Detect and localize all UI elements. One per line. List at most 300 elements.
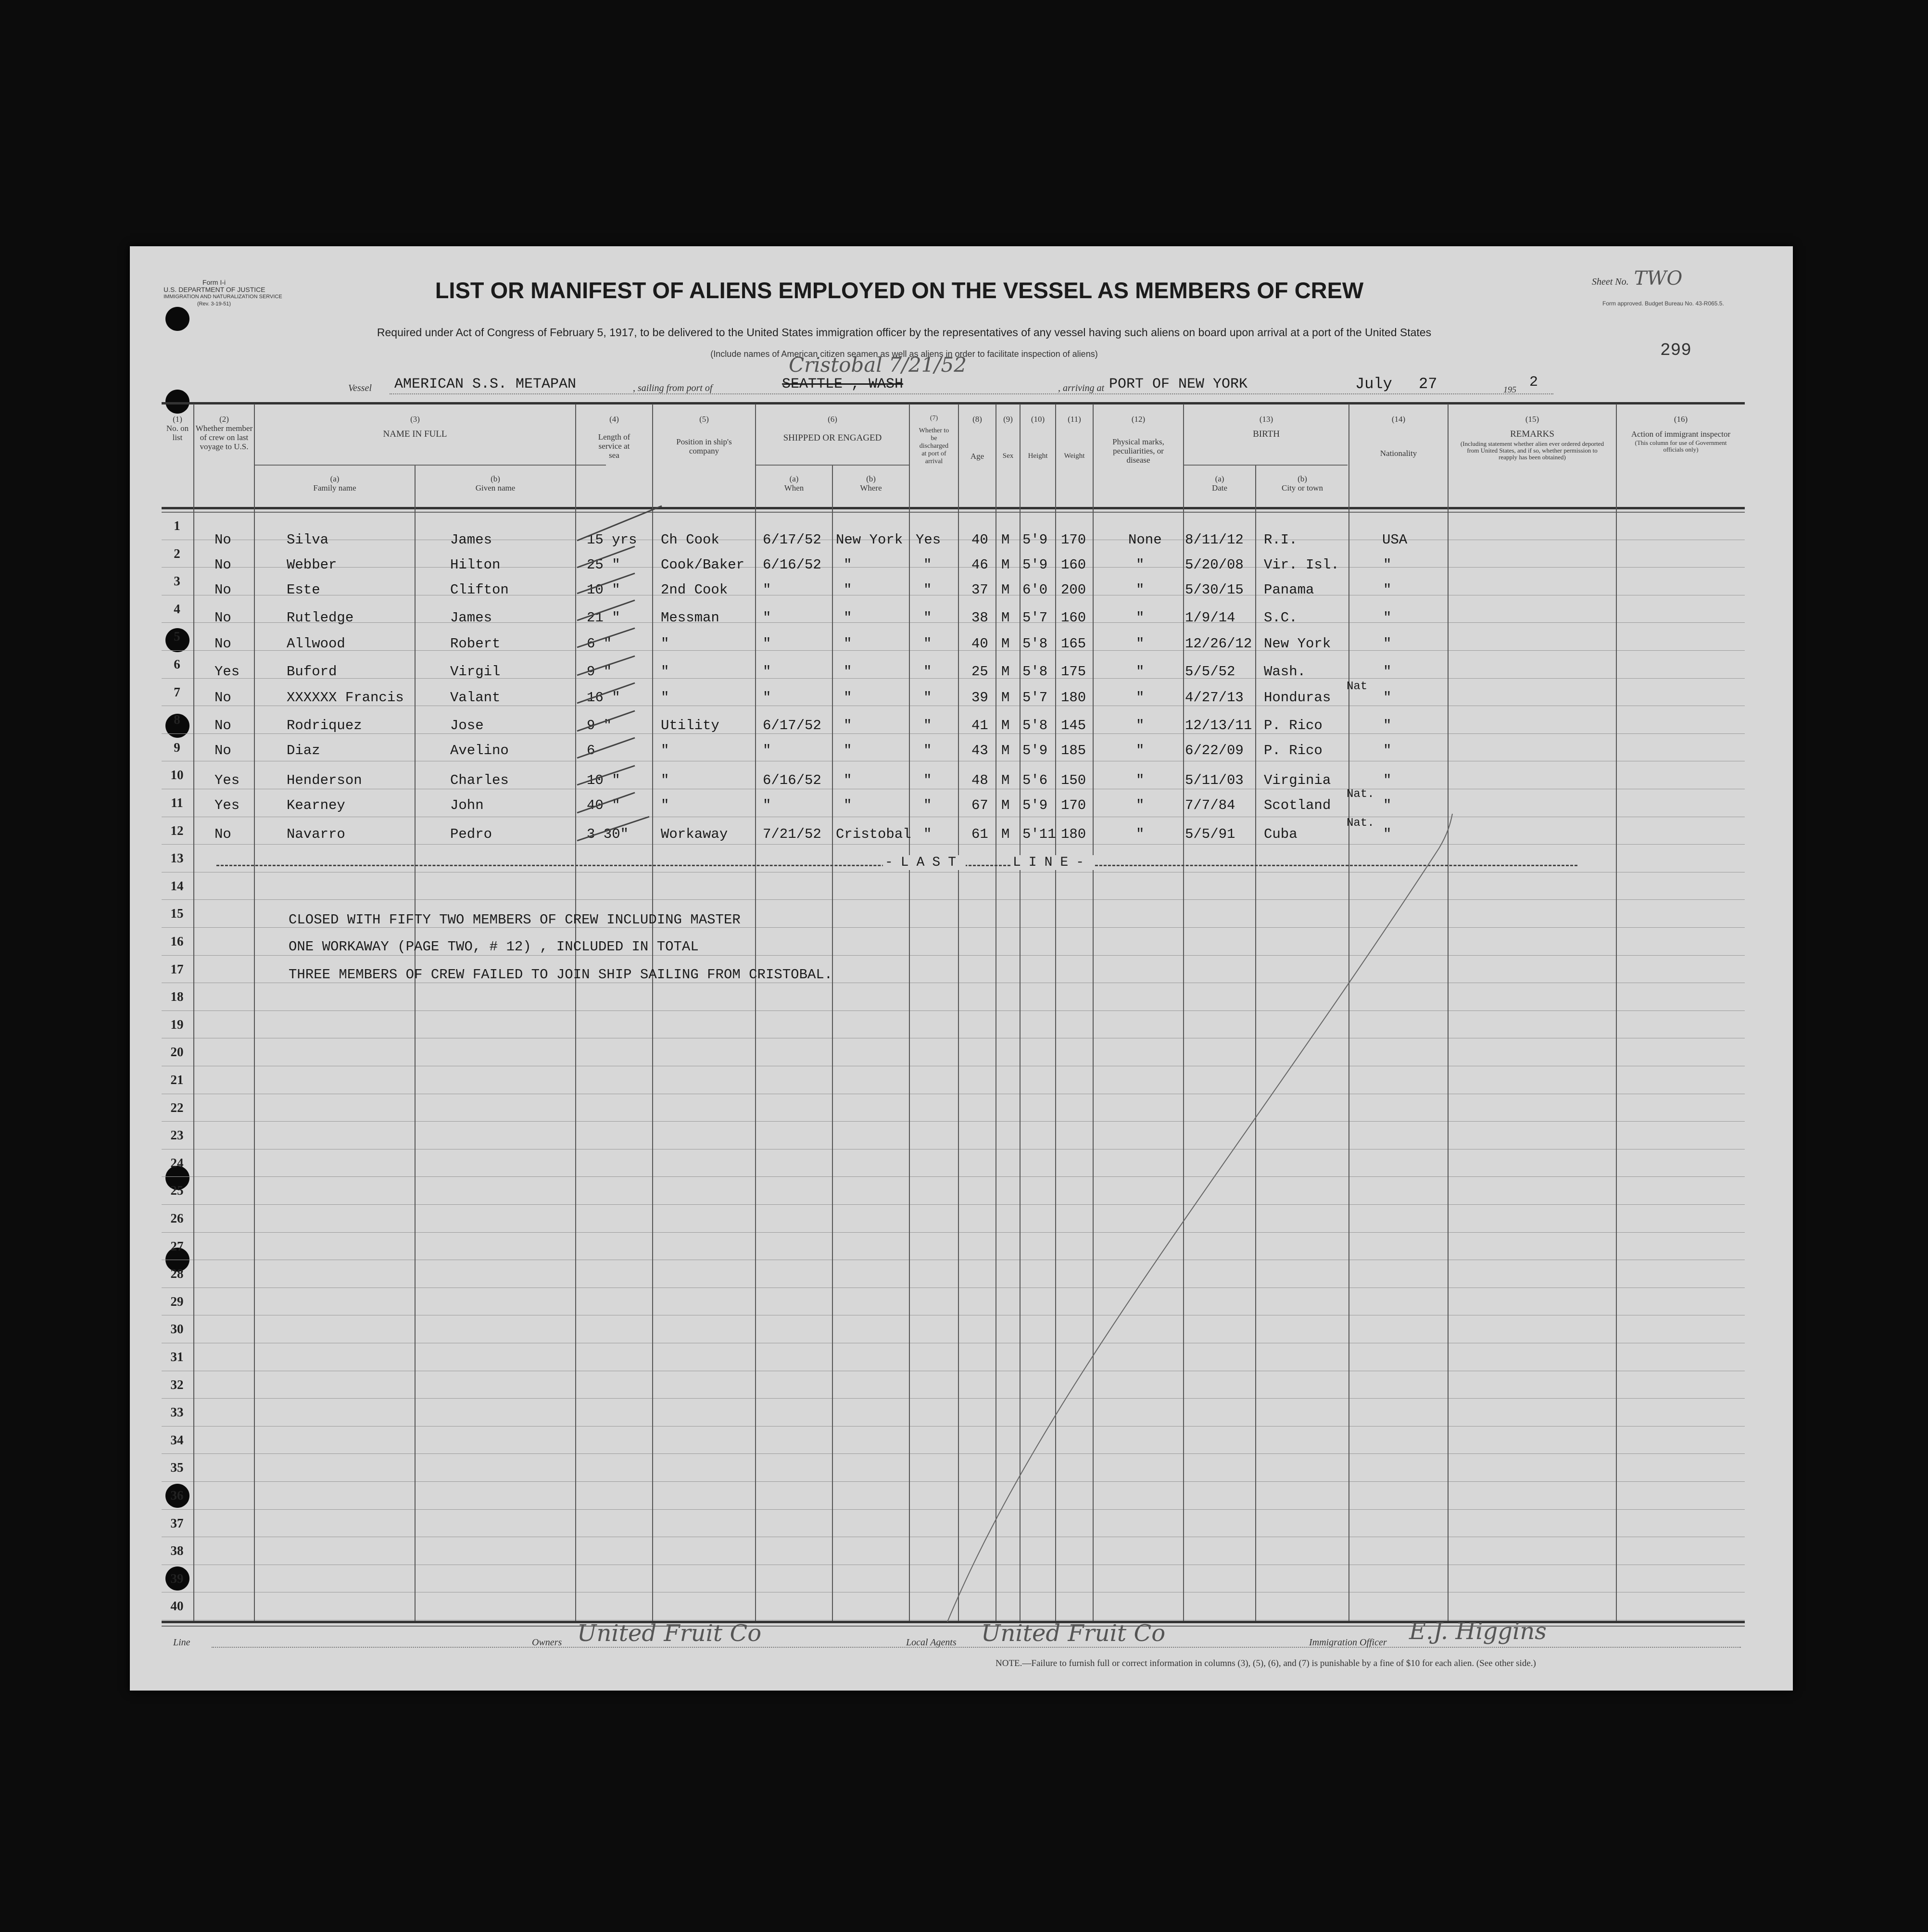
last-voyage-cell: Yes — [214, 797, 240, 813]
pen-marks — [130, 246, 1793, 1691]
position-cell: Workaway — [661, 826, 728, 842]
service-strike — [577, 628, 635, 647]
weight-cell: 180 — [1061, 690, 1086, 706]
weight-cell: 165 — [1061, 636, 1086, 652]
service-cell: 9 " — [587, 718, 612, 733]
sex-cell: M — [1001, 797, 1010, 813]
given-name-cell: Charles — [450, 772, 509, 788]
age-cell: 40 — [971, 636, 988, 652]
birth-date-cell: 12/13/11 — [1185, 718, 1252, 733]
nationality-cell: " — [1383, 557, 1392, 573]
birth-date-cell: 8/11/12 — [1185, 532, 1244, 548]
row-number: 22 — [170, 1100, 184, 1115]
last-voyage-cell: No — [214, 826, 231, 842]
last-voyage-cell: No — [214, 690, 231, 706]
height-cell: 5'8 — [1022, 718, 1048, 733]
col-14-header: (14) Nationality — [1380, 415, 1417, 458]
row-number: 11 — [171, 796, 183, 810]
shipped-when-cell: 7/21/52 — [763, 826, 821, 842]
given-name-cell: Avelino — [450, 743, 509, 758]
col-6b-header: (b) Where — [860, 474, 882, 492]
family-name-cell: Henderson — [287, 772, 362, 788]
shipped-when-cell: " — [763, 743, 771, 758]
height-cell: 5'9 — [1022, 557, 1048, 573]
position-cell: " — [661, 690, 669, 706]
owners-value: United Fruit Co — [577, 1620, 762, 1647]
discharged-cell: Yes — [916, 532, 941, 548]
birth-place-cell: Cuba — [1264, 826, 1298, 842]
row-number: 28 — [170, 1266, 184, 1281]
closing-note: CLOSED WITH FIFTY TWO MEMBERS OF CREW INCLUDING MASTER — [289, 912, 741, 928]
shipped-where-cell: " — [844, 582, 852, 598]
service-cell: 3 30" — [587, 826, 629, 842]
birth-date-cell: 12/26/12 — [1185, 636, 1252, 652]
nationality-cell: " — [1383, 664, 1392, 680]
sex-cell: M — [1001, 532, 1010, 548]
birth-place-cell: Vir. Isl. — [1264, 557, 1339, 573]
service-cell: 40 " — [587, 797, 620, 813]
marks-cell: " — [1136, 826, 1145, 842]
last-voyage-cell: Yes — [214, 664, 240, 680]
shipped-where-cell: " — [844, 664, 852, 680]
row-number: 30 — [170, 1322, 184, 1337]
row-number: 33 — [170, 1405, 184, 1420]
shipped-where-cell: " — [844, 772, 852, 788]
marks-cell: " — [1136, 610, 1145, 626]
col-5-header: (5) Position in ship's company — [676, 415, 732, 455]
position-cell: Ch Cook — [661, 532, 719, 548]
position-cell: Messman — [661, 610, 719, 626]
row-number: 8 — [174, 712, 180, 727]
row-number: 7 — [174, 684, 180, 699]
service-cell: 6 — [587, 743, 595, 758]
service-strike — [577, 600, 635, 620]
height-cell: 5'8 — [1022, 664, 1048, 680]
discharged-cell: " — [923, 743, 932, 758]
col-13b-header: (b) City or town — [1282, 474, 1323, 492]
row-number: 23 — [170, 1128, 184, 1143]
page-title: LIST OR MANIFEST OF ALIENS EMPLOYED ON THE VESSEL AS MEMBERS OF CREW — [435, 278, 1364, 303]
sex-cell: M — [1001, 743, 1010, 758]
given-name-cell: John — [450, 797, 484, 813]
sex-cell: M — [1001, 557, 1010, 573]
row-number: 4 — [174, 601, 180, 616]
sex-cell: M — [1001, 690, 1010, 706]
age-cell: 37 — [971, 582, 988, 598]
height-cell: 5'7 — [1022, 690, 1048, 706]
revision: (Rev. 3-19-51) — [197, 301, 231, 307]
shipped-when-cell: 6/16/52 — [763, 557, 821, 573]
birth-place-cell: Panama — [1264, 582, 1314, 598]
row-number: 5 — [174, 629, 180, 644]
naturalized-note: Nat. — [1347, 817, 1374, 830]
sheet-label: Sheet No. — [1592, 277, 1629, 287]
col-3b-header: (b) Given name — [475, 474, 516, 492]
height-cell: 5'9 — [1022, 797, 1048, 813]
birth-place-cell: New York — [1264, 636, 1331, 652]
service-cell: 10 " — [587, 772, 620, 788]
col-16-header: (16) Action of immigrant inspector (This column for use of Government officials only) — [1631, 415, 1731, 453]
shipped-when-cell: " — [763, 797, 771, 813]
discharged-cell: " — [923, 664, 932, 680]
col-12-header: (12) Physical marks, peculiarities, or disease — [1112, 415, 1164, 465]
nationality-cell: " — [1383, 797, 1392, 813]
row-number: 34 — [170, 1432, 184, 1447]
subtitle: Required under Act of Congress of February 5, 1917, to be delivered to the United States immigration officer by the representatives of any vessel having such aliens on board upon arrival at a port of the United States — [377, 326, 1432, 339]
height-cell: 5'7 — [1022, 610, 1048, 626]
given-name-cell: Robert — [450, 636, 501, 652]
nationality-cell: " — [1383, 743, 1392, 758]
age-cell: 25 — [971, 664, 988, 680]
height-cell: 5'9 — [1022, 532, 1048, 548]
service-strike — [577, 506, 662, 541]
row-number: 31 — [170, 1350, 184, 1364]
department: U.S. DEPARTMENT OF JUSTICE — [164, 286, 265, 293]
birth-place-cell: Scotland — [1264, 797, 1331, 813]
marks-cell: " — [1136, 664, 1145, 680]
last-voyage-cell: No — [214, 532, 231, 548]
position-cell: 2nd Cook — [661, 582, 728, 598]
birth-place-cell: Virginia — [1264, 772, 1331, 788]
officer-signature: E.J. Higgins — [1409, 1618, 1547, 1645]
last-line-left: -LAST — [883, 855, 966, 870]
arriving-label: , arriving at — [1058, 383, 1105, 393]
age-cell: 48 — [971, 772, 988, 788]
last-voyage-cell: No — [214, 718, 231, 733]
family-name-cell: Rodriquez — [287, 718, 362, 733]
service: IMMIGRATION AND NATURALIZATION SERVICE — [164, 294, 282, 300]
col-11-header: (11) Weight — [1064, 415, 1085, 460]
weight-cell: 160 — [1061, 557, 1086, 573]
shipped-when-cell: " — [763, 610, 771, 626]
arrival-day: 27 — [1419, 375, 1437, 393]
naturalized-note: Nat — [1347, 680, 1368, 693]
shipped-when-cell: " — [763, 690, 771, 706]
birth-place-cell: P. Rico — [1264, 743, 1323, 758]
service-strike — [577, 738, 635, 758]
last-voyage-cell: No — [214, 636, 231, 652]
height-cell: 5'9 — [1022, 743, 1048, 758]
last-line-right: LINE- — [1011, 855, 1094, 870]
year-prefix: 195 — [1503, 385, 1516, 394]
shipped-where-cell: " — [844, 690, 852, 706]
service-cell: 6 " — [587, 636, 612, 652]
birth-date-cell: 1/9/14 — [1185, 610, 1235, 626]
service-cell: 16 " — [587, 690, 620, 706]
shipped-where-cell: " — [844, 557, 852, 573]
discharged-cell: " — [923, 690, 932, 706]
given-name-cell: James — [450, 532, 492, 548]
arrival-month: July — [1355, 375, 1392, 393]
row-number: 12 — [170, 823, 184, 838]
shipped-where-cell: Cristobal — [836, 826, 911, 842]
age-cell: 67 — [971, 797, 988, 813]
birth-place-cell: Honduras — [1264, 690, 1331, 706]
service-strike — [577, 766, 635, 785]
col-15-header: (15) REMARKS (Including statement whether alien ever ordered deported from United States, and if so, whether permission to reapply has been obtained) — [1460, 415, 1604, 461]
height-cell: 6'0 — [1022, 582, 1048, 598]
weight-cell: 145 — [1061, 718, 1086, 733]
birth-date-cell: 4/27/13 — [1185, 690, 1244, 706]
nationality-cell: USA — [1382, 532, 1408, 548]
weight-cell: 185 — [1061, 743, 1086, 758]
closing-note: ONE WORKAWAY (PAGE TWO, # 12) , INCLUDED IN TOTAL — [289, 939, 699, 955]
col-8-header: (8) Age — [970, 415, 984, 461]
marks-cell: " — [1136, 557, 1145, 573]
marks-cell: None — [1128, 532, 1162, 548]
age-cell: 43 — [971, 743, 988, 758]
position-cell: " — [661, 664, 669, 680]
discharged-cell: " — [923, 636, 932, 652]
service-cell: 15 yrs — [587, 532, 637, 548]
officer-label: Immigration Officer — [1309, 1637, 1387, 1648]
row-number: 40 — [170, 1599, 184, 1614]
family-name-cell: Buford — [287, 664, 337, 680]
shipped-when-cell: " — [763, 664, 771, 680]
marks-cell: " — [1136, 772, 1145, 788]
sheet-value: TWO — [1634, 267, 1683, 290]
family-name-cell: Silva — [287, 532, 329, 548]
row-number: 27 — [170, 1238, 184, 1253]
shipped-when-cell: 6/17/52 — [763, 532, 821, 548]
birth-date-cell: 7/7/84 — [1185, 797, 1235, 813]
row-number: 18 — [170, 989, 184, 1004]
col-13-header: (13) BIRTH — [1253, 415, 1280, 439]
height-cell: 5'6 — [1022, 772, 1048, 788]
position-cell: Utility — [661, 718, 719, 733]
marks-cell: " — [1136, 743, 1145, 758]
family-name-cell: Rutledge — [287, 610, 354, 626]
row-number: 21 — [170, 1073, 184, 1087]
given-name-cell: Virgil — [450, 664, 501, 680]
vessel-name: AMERICAN S.S. METAPAN — [394, 376, 577, 392]
family-name-cell: XXXXXX Francis — [287, 690, 404, 706]
service-strike — [577, 683, 635, 703]
service-cell: 21 " — [587, 610, 620, 626]
service-strike — [577, 817, 649, 841]
family-name-cell: Kearney — [287, 797, 345, 813]
agents-label: Local Agents — [906, 1637, 957, 1648]
service-strike — [577, 573, 635, 593]
marks-cell: " — [1136, 690, 1145, 706]
nationality-cell: " — [1383, 772, 1392, 788]
col-1-header: (1) No. on list — [166, 415, 189, 442]
closing-note: THREE MEMBERS OF CREW FAILED TO JOIN SHIP SAILING FROM CRISTOBAL. — [289, 967, 833, 983]
naturalized-note: Nat. — [1347, 788, 1374, 801]
discharged-cell: " — [923, 718, 932, 733]
row-number: 6 — [174, 657, 180, 671]
page-stamp: 299 — [1660, 341, 1691, 360]
col-6-header: (6) SHIPPED OR ENGAGED — [783, 415, 882, 443]
weight-cell: 160 — [1061, 610, 1086, 626]
year-suffix: 2 — [1529, 374, 1538, 391]
service-strike — [577, 546, 635, 568]
row-number: 26 — [170, 1211, 184, 1225]
form-approval: Form approved. Budget Bureau No. 43-R065.5. — [1602, 300, 1724, 307]
age-cell: 39 — [971, 690, 988, 706]
birth-date-cell: 5/20/08 — [1185, 557, 1244, 573]
discharged-cell: " — [923, 797, 932, 813]
service-strike — [577, 711, 635, 731]
shipped-when-cell: 6/16/52 — [763, 772, 821, 788]
nationality-cell: " — [1383, 718, 1392, 733]
col-4-header: (4) Length of service at sea — [598, 415, 630, 460]
service-cell: 25 " — [587, 557, 620, 573]
service-strike — [577, 793, 635, 813]
marks-cell: " — [1136, 718, 1145, 733]
shipped-where-cell: " — [844, 718, 852, 733]
given-name-cell: Clifton — [450, 582, 509, 598]
row-number: 36 — [170, 1488, 184, 1503]
birth-place-cell: R.I. — [1264, 532, 1298, 548]
shipped-when-cell: " — [763, 636, 771, 652]
shipped-where-cell: " — [844, 610, 852, 626]
family-name-cell: Diaz — [287, 743, 320, 758]
weight-cell: 180 — [1061, 826, 1086, 842]
row-number: 38 — [170, 1543, 184, 1558]
last-voyage-cell: No — [214, 582, 231, 598]
age-cell: 61 — [971, 826, 988, 842]
age-cell: 46 — [971, 557, 988, 573]
weight-cell: 170 — [1061, 532, 1086, 548]
sex-cell: M — [1001, 636, 1010, 652]
birth-date-cell: 6/22/09 — [1185, 743, 1244, 758]
last-voyage-cell: No — [214, 557, 231, 573]
row-number: 15 — [170, 906, 184, 921]
row-number: 19 — [170, 1017, 184, 1032]
col-13a-header: (a) Date — [1211, 474, 1228, 492]
row-number: 25 — [170, 1183, 184, 1198]
shipped-where-cell: " — [844, 797, 852, 813]
given-name-cell: Pedro — [450, 826, 492, 842]
row-number: 35 — [170, 1460, 184, 1475]
age-cell: 38 — [971, 610, 988, 626]
sex-cell: M — [1001, 664, 1010, 680]
col-10-header: (10) Height — [1028, 415, 1048, 460]
sex-cell: M — [1001, 610, 1010, 626]
sex-cell: M — [1001, 718, 1010, 733]
discharged-cell: " — [923, 772, 932, 788]
col-3a-header: (a) Family name — [313, 474, 356, 492]
position-cell: Cook/Baker — [661, 557, 745, 573]
row-number: 9 — [174, 740, 180, 755]
row-number: 29 — [170, 1294, 184, 1309]
service-cell: 10 " — [587, 582, 620, 598]
given-name-cell: James — [450, 610, 492, 626]
family-name-cell: Webber — [287, 557, 337, 573]
nationality-cell: " — [1383, 610, 1392, 626]
shipped-when-cell: " — [763, 582, 771, 598]
form-number: Form I-i — [202, 278, 226, 286]
sex-cell: M — [1001, 772, 1010, 788]
subnote: (Include names of American citizen seamen as well as aliens in order to facilitate inspection of aliens) — [710, 349, 1098, 359]
weight-cell: 200 — [1061, 582, 1086, 598]
footer-line-label: Line — [173, 1637, 190, 1648]
row-number: 1 — [174, 518, 180, 533]
given-name-cell: Valant — [450, 690, 501, 706]
row-number: 17 — [170, 961, 184, 976]
age-cell: 40 — [971, 532, 988, 548]
birth-date-cell: 5/5/52 — [1185, 664, 1235, 680]
sex-cell: M — [1001, 826, 1010, 842]
row-number: 3 — [174, 574, 180, 589]
family-name-cell: Allwood — [287, 636, 345, 652]
family-name-cell: Navarro — [287, 826, 345, 842]
sex-cell: M — [1001, 582, 1010, 598]
position-cell: " — [661, 772, 669, 788]
sailing-correction: Cristobal 7/21/52 — [789, 353, 967, 377]
vessel-label: Vessel — [348, 383, 372, 393]
shipped-where-cell: " — [844, 743, 852, 758]
discharged-cell: " — [923, 826, 932, 842]
row-number: 32 — [170, 1377, 184, 1392]
footer-rule — [212, 1647, 1741, 1648]
discharged-cell: " — [923, 582, 932, 598]
cancellation-line — [947, 814, 1452, 1622]
marks-cell: " — [1136, 797, 1145, 813]
shipped-when-cell: 6/17/52 — [763, 718, 821, 733]
position-cell: " — [661, 797, 669, 813]
nationality-cell: " — [1383, 690, 1392, 706]
weight-cell: 170 — [1061, 797, 1086, 813]
discharged-cell: " — [923, 557, 932, 573]
nationality-cell: " — [1383, 582, 1392, 598]
row-number: 16 — [170, 934, 184, 948]
manifest-sheet — [130, 246, 1793, 1691]
row-number: 10 — [170, 768, 184, 783]
marks-cell: " — [1136, 582, 1145, 598]
row-number: 14 — [170, 878, 184, 893]
last-voyage-cell: No — [214, 743, 231, 758]
marks-cell: " — [1136, 636, 1145, 652]
given-name-cell: Jose — [450, 718, 484, 733]
sailing-label: , sailing from port of — [633, 383, 713, 393]
row-number: 2 — [174, 546, 180, 561]
nationality-cell: " — [1383, 636, 1392, 652]
height-cell: 5'8 — [1022, 636, 1048, 652]
last-voyage-cell: Yes — [214, 772, 240, 788]
birth-place-cell: S.C. — [1264, 610, 1298, 626]
row-number: 13 — [170, 851, 184, 866]
shipped-where-cell: New York — [836, 532, 903, 548]
row-number: 37 — [170, 1515, 184, 1530]
service-cell: 9 " — [587, 664, 612, 680]
birth-place-cell: Wash. — [1264, 664, 1306, 680]
nationality-cell: " — [1383, 826, 1392, 842]
height-cell: 5'11 — [1022, 826, 1056, 842]
shipped-where-cell: " — [844, 636, 852, 652]
footer-note: NOTE.—Failure to furnish full or correct information in columns (3), (5), (6), and (7) is punishable by a fine of $10 for each alien. (See other side.) — [996, 1658, 1536, 1668]
birth-date-cell: 5/30/15 — [1185, 582, 1244, 598]
position-cell: " — [661, 636, 669, 652]
owners-label: Owners — [532, 1637, 562, 1648]
row-number: 20 — [170, 1045, 184, 1060]
service-strike — [577, 656, 635, 675]
col-2-header: (2) Whether member of crew on last voyage to U.S. — [195, 415, 253, 451]
given-name-cell: Hilton — [450, 557, 501, 573]
arriving-at: PORT OF NEW YORK — [1109, 376, 1248, 392]
sailing-from: SEATTLE , WASH — [782, 376, 904, 392]
row-number: 39 — [170, 1571, 184, 1586]
birth-place-cell: P. Rico — [1264, 718, 1323, 733]
age-cell: 41 — [971, 718, 988, 733]
position-cell: " — [661, 743, 669, 758]
col-3-header: (3) NAME IN FULL — [383, 415, 447, 439]
col-9-header: (9) Sex — [1002, 415, 1014, 460]
agents-value: United Fruit Co — [981, 1620, 1166, 1647]
weight-cell: 150 — [1061, 772, 1086, 788]
birth-date-cell: 5/5/91 — [1185, 826, 1235, 842]
